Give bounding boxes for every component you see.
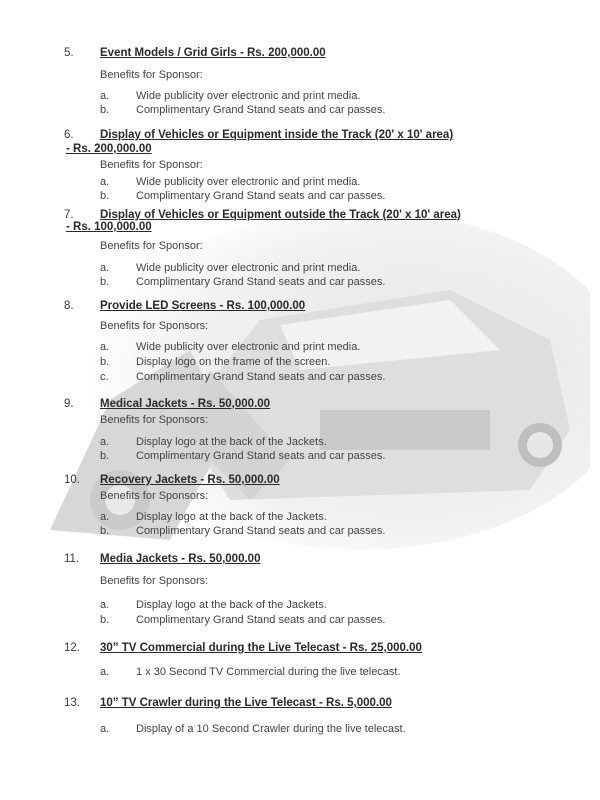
list-item: [100, 371, 560, 383]
list-item: [100, 599, 560, 611]
list-item: [100, 190, 560, 202]
list-item: [100, 723, 560, 735]
item-text: Complimentary Grand Stand seats and car passes.: [136, 525, 386, 537]
item-letter: a.: [100, 90, 110, 102]
item-text: Complimentary Grand Stand seats and car passes.: [136, 276, 386, 288]
item-text: Wide publicity over electronic and print media.: [136, 176, 361, 188]
section-number: 5.: [64, 47, 74, 59]
item-letter: a.: [100, 511, 110, 523]
section-title: Display of Vehicles or Equipment inside the Track (20' x 10' area): [100, 129, 454, 141]
list-item: [100, 341, 560, 353]
item-text: Complimentary Grand Stand seats and car passes.: [136, 450, 386, 462]
item-letter: b.: [100, 450, 110, 462]
list-item: [100, 436, 560, 448]
benefits-heading: Benefits for Sponsor:: [100, 159, 203, 171]
item-text: Wide publicity over electronic and print media.: [136, 341, 361, 353]
section-title-continued: - Rs. 100,000.00: [66, 221, 152, 233]
section-title: 30” TV Commercial during the Live Telecast - Rs. 25,000.00: [100, 642, 422, 654]
item-text: Complimentary Grand Stand seats and car passes.: [136, 614, 386, 626]
item-text: Complimentary Grand Stand seats and car passes.: [136, 104, 386, 116]
section-number: 8.: [64, 300, 74, 312]
item-letter: a.: [100, 262, 110, 274]
item-text: Display logo at the back of the Jackets.: [136, 599, 327, 611]
section-title: Medical Jackets - Rs. 50,000.00: [100, 398, 271, 410]
item-text: Complimentary Grand Stand seats and car passes.: [136, 371, 386, 383]
list-item: [100, 511, 560, 523]
benefits-heading: Benefits for Sponsors:: [100, 320, 209, 332]
section-title: Provide LED Screens - Rs. 100,000.00: [100, 300, 306, 312]
section-title: Event Models / Grid Girls - Rs. 200,000.00: [100, 47, 326, 59]
section-number: 9.: [64, 398, 74, 410]
item-letter: a.: [100, 666, 110, 678]
section-title: Recovery Jackets - Rs. 50,000.00: [100, 474, 280, 486]
benefits-heading: Benefits for Sponsor:: [100, 69, 203, 81]
list-item: [100, 262, 560, 274]
item-text: Wide publicity over electronic and print media.: [136, 90, 361, 102]
section-title: 10” TV Crawler during the Live Telecast - Rs. 5,000.00: [100, 697, 392, 709]
item-text: 1 x 30 Second TV Commercial during the live telecast.: [136, 666, 401, 678]
item-letter: a.: [100, 436, 110, 448]
item-text: Display of a 10 Second Crawler during the live telecast.: [136, 723, 406, 735]
item-letter: b.: [100, 276, 110, 288]
item-letter: b.: [100, 104, 110, 116]
item-text: Complimentary Grand Stand seats and car passes.: [136, 190, 386, 202]
item-letter: a.: [100, 176, 110, 188]
benefits-heading: Benefits for Sponsors:: [100, 490, 209, 502]
list-item: [100, 104, 560, 116]
section-title: Display of Vehicles or Equipment outside the Track (20' x 10' area): [100, 209, 461, 221]
section-number: 13.: [64, 697, 80, 709]
item-text: Display logo at the back of the Jackets.: [136, 436, 327, 448]
section-number: 11.: [64, 553, 80, 565]
item-text: Wide publicity over electronic and print media.: [136, 262, 361, 274]
item-letter: a.: [100, 723, 110, 735]
item-letter: b.: [100, 190, 110, 202]
item-text: Display logo at the back of the Jackets.: [136, 511, 327, 523]
list-item: [100, 525, 560, 537]
section-title: Media Jackets - Rs. 50,000.00: [100, 553, 261, 565]
list-item: [100, 356, 560, 368]
section-number: 10.: [64, 474, 80, 486]
section-number: 12.: [64, 642, 80, 654]
item-letter: b.: [100, 525, 110, 537]
item-letter: b.: [100, 614, 110, 626]
benefits-heading: Benefits for Sponsors:: [100, 575, 209, 587]
list-item: [100, 450, 560, 462]
list-item: [100, 666, 560, 678]
section-number: 6.: [64, 129, 74, 141]
section-title-continued: - Rs. 200,000.00: [66, 143, 152, 155]
list-item: [100, 614, 560, 626]
list-item: [100, 176, 560, 188]
list-item: [100, 276, 560, 288]
item-letter: c.: [100, 371, 109, 383]
benefits-heading: Benefits for Sponsors:: [100, 414, 209, 426]
list-item: [100, 90, 560, 102]
item-letter: a.: [100, 341, 110, 353]
item-letter: a.: [100, 599, 110, 611]
section-number: 7.: [64, 209, 74, 221]
item-letter: b.: [100, 356, 110, 368]
benefits-heading: Benefits for Sponsor:: [100, 240, 203, 252]
item-text: Display logo on the frame of the screen.: [136, 356, 331, 368]
